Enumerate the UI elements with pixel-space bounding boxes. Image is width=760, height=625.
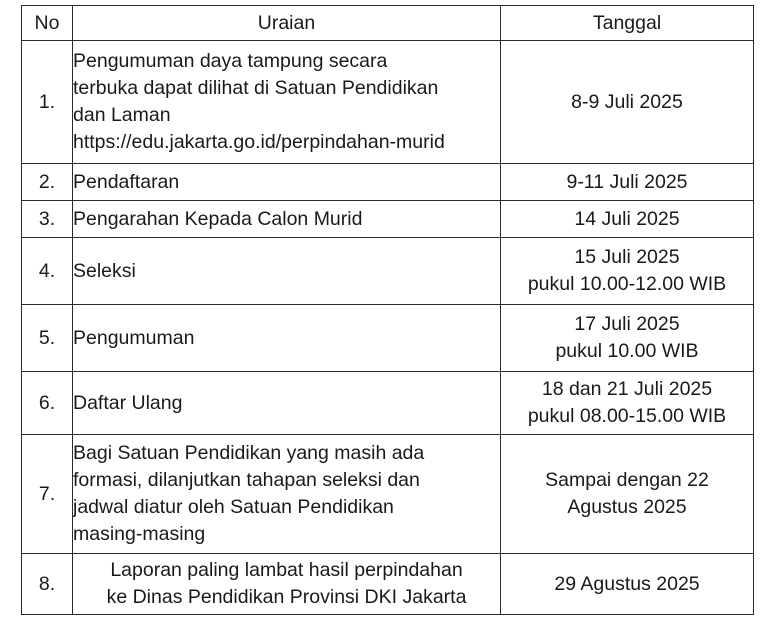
row-description <box>73 305 501 372</box>
row-date <box>501 41 754 164</box>
row-description <box>73 201 501 238</box>
date-line: Sampai dengan 22 <box>545 469 709 491</box>
description-line: Laporan paling lambat hasil perpindahan <box>110 559 463 581</box>
header-no: No <box>22 6 73 41</box>
row-number: 6. <box>22 372 73 435</box>
table-row <box>22 164 754 201</box>
row-number: 1. <box>22 41 73 164</box>
description-line: Pengumuman <box>73 326 195 349</box>
row-date <box>501 201 754 238</box>
row-number: 4. <box>22 238 73 305</box>
schedule-table <box>21 5 754 615</box>
date-line: 29 Agustus 2025 <box>554 572 700 595</box>
description-line: masing-masing <box>73 523 206 545</box>
table-header-row <box>22 6 754 41</box>
description-line: jadwal diatur oleh Satuan Pendidikan <box>73 496 394 518</box>
date-line: 14 Juli 2025 <box>574 207 680 230</box>
row-description <box>73 164 501 201</box>
date-line: 8-9 Juli 2025 <box>571 90 683 113</box>
row-number: 2. <box>22 164 73 201</box>
date-line: 17 Juli 2025 <box>574 313 680 335</box>
row-description <box>73 238 501 305</box>
description-line: Seleksi <box>73 259 136 282</box>
description-link-text: https://edu.jakarta.go.id/perpindahan-murid <box>73 131 445 153</box>
table-row <box>22 305 754 372</box>
table-row <box>22 201 754 238</box>
description-line: Pendaftaran <box>73 170 180 193</box>
row-number: 5. <box>22 305 73 372</box>
row-date <box>501 164 754 201</box>
row-number: 3. <box>22 201 73 238</box>
row-date <box>501 554 754 615</box>
description-line: Pengarahan Kepada Calon Murid <box>73 207 363 230</box>
description-line: formasi, dilanjutkan tahapan seleksi dan <box>73 469 420 491</box>
table-row <box>22 435 754 554</box>
description-line: Bagi Satuan Pendidikan yang masih ada <box>73 442 425 464</box>
time-line: pukul 10.00 WIB <box>555 340 699 362</box>
time-line: pukul 08.00-15.00 WIB <box>527 405 727 427</box>
header-description: Uraian <box>73 6 501 41</box>
description-line: dan Laman <box>73 104 171 126</box>
table-row <box>22 41 754 164</box>
table-row <box>22 238 754 305</box>
time-line: pukul 10.00-12.00 WIB <box>527 273 727 295</box>
row-date <box>501 305 754 372</box>
row-date <box>501 238 754 305</box>
row-date <box>501 372 754 435</box>
row-date <box>501 435 754 554</box>
header-date: Tanggal <box>501 6 754 41</box>
description-line: Daftar Ulang <box>73 391 183 414</box>
date-line: Agustus 2025 <box>567 496 687 518</box>
row-description <box>73 435 501 554</box>
date-line: 15 Juli 2025 <box>574 246 680 268</box>
row-number: 7. <box>22 435 73 554</box>
date-line: 18 dan 21 Juli 2025 <box>541 378 713 400</box>
description-line: ke Dinas Pendidikan Provinsi DKI Jakarta <box>106 586 467 608</box>
row-number: 8. <box>22 554 73 615</box>
description-line: Pengumuman daya tampung secara <box>73 50 388 72</box>
row-description <box>73 554 501 615</box>
row-description <box>73 372 501 435</box>
description-line: terbuka dapat dilihat di Satuan Pendidikan <box>73 77 439 99</box>
table-row <box>22 554 754 615</box>
date-line: 9-11 Juli 2025 <box>566 170 688 193</box>
table-row <box>22 372 754 435</box>
row-description <box>73 41 501 164</box>
